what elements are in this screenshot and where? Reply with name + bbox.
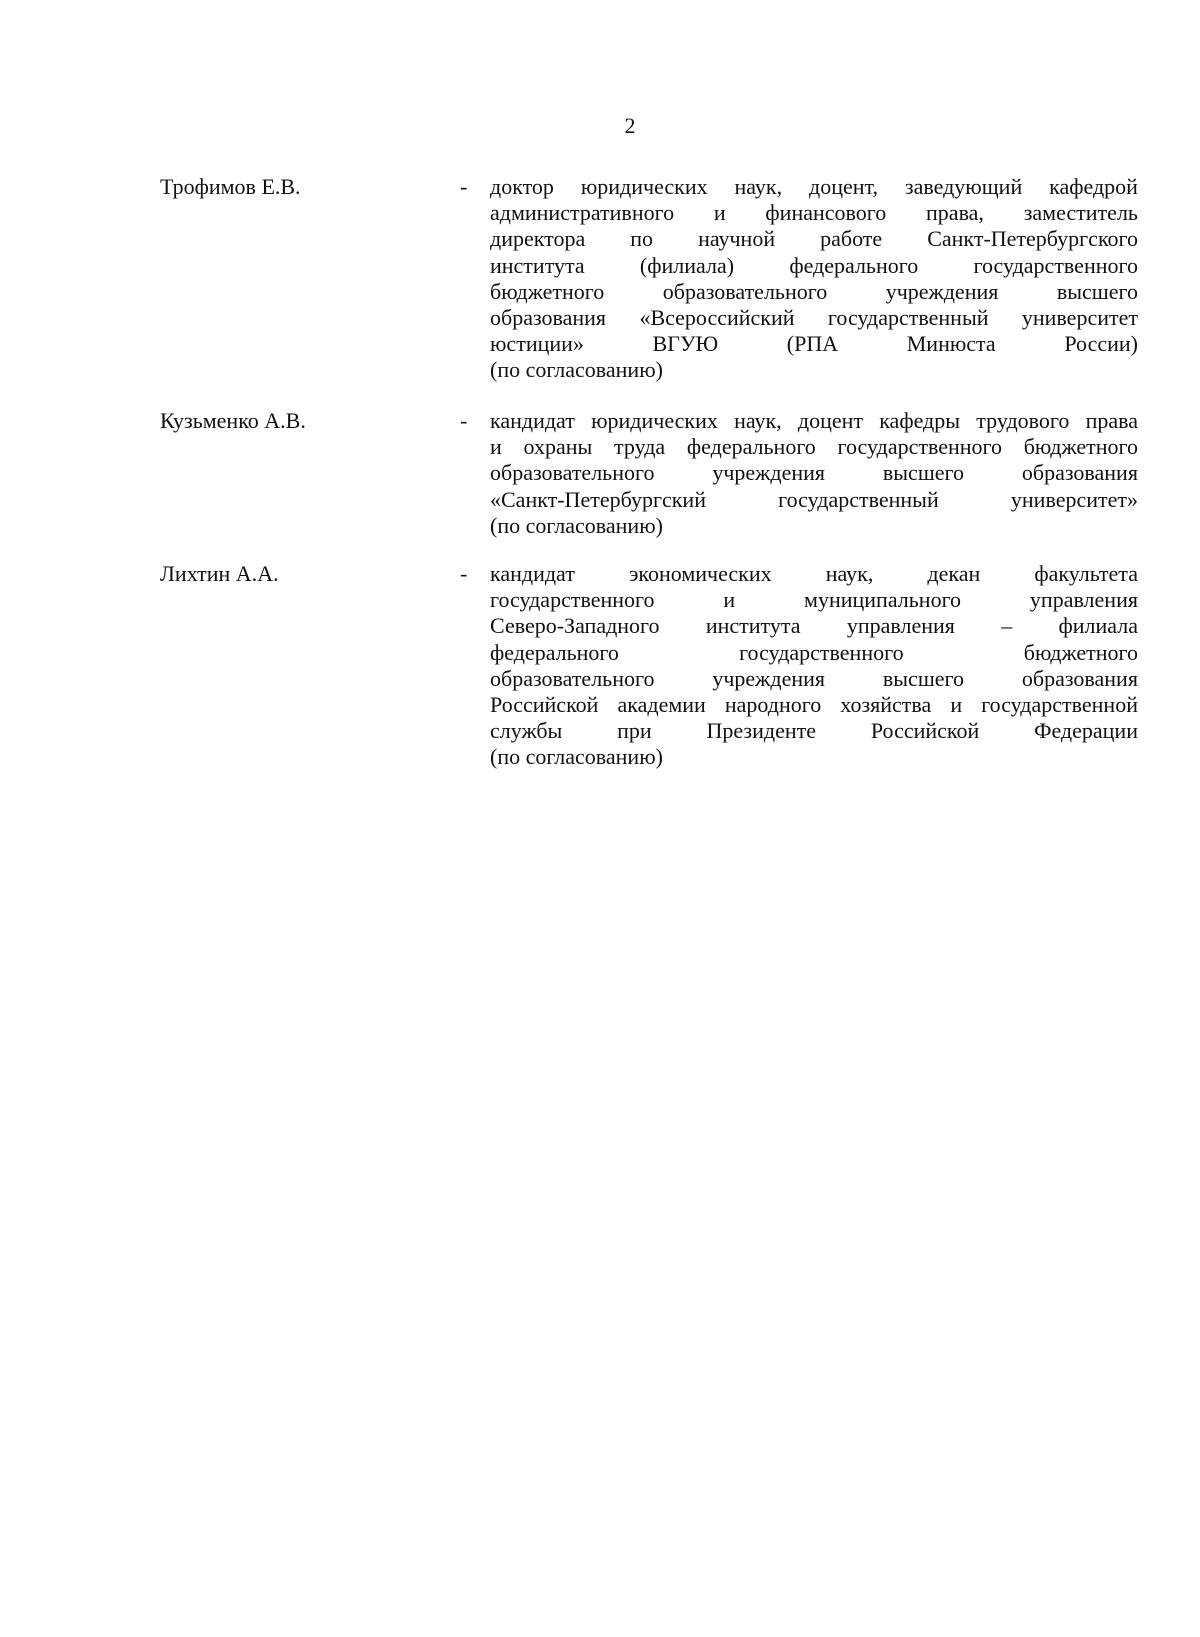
description-line: «Санкт-Петербургский государственный университет» [490, 486, 1138, 512]
description-line: (по согласованию) [490, 357, 663, 383]
description-line: доктор юридических наук, доцент, заведующий кафедрой [490, 174, 1138, 199]
description-line: юстиции» ВГУЮ (РПА Минюста России) [490, 331, 1138, 357]
description-line: и охраны труда федерального государственного бюджетного [490, 434, 1138, 460]
description-line: кандидат экономических наук, декан факультета [490, 561, 1138, 586]
description-line: бюджетного образовательного учреждения высшего [490, 278, 1138, 304]
description-line: образовательного учреждения высшего образования [490, 665, 1138, 691]
member-name: Трофимов Е.В. [160, 174, 301, 199]
member-dash: - [460, 408, 468, 433]
description-line: кандидат юридических наук, доцент кафедры трудового права [490, 408, 1138, 433]
description-line: (по согласованию) [490, 512, 663, 538]
description-line: (по согласованию) [490, 744, 663, 770]
member-name: Лихтин А.А. [160, 561, 279, 586]
description-line: Российской академии народного хозяйства и государственной [490, 691, 1138, 717]
page-number: 2 [624, 113, 636, 138]
description-line: государственного и муниципального управления [490, 587, 1138, 613]
member-description [490, 174, 1138, 384]
description-line: образовательного учреждения высшего образования [490, 460, 1138, 486]
description-line: федерального государственного бюджетного [490, 639, 1138, 665]
member-description [490, 561, 1138, 771]
description-line: административного и финансового права, заместитель [490, 200, 1138, 226]
member-dash: - [460, 174, 468, 199]
description-line: службы при Президенте Российской Федерации [490, 718, 1138, 744]
description-line: Северо-Западного института управления – филиала [490, 613, 1138, 639]
description-line: образования «Всероссийский государственный университет [490, 304, 1138, 330]
member-name: Кузьменко А.В. [160, 408, 306, 433]
description-line: директора по научной работе Санкт-Петербургского [490, 226, 1138, 252]
member-description [490, 408, 1138, 539]
member-dash: - [460, 561, 468, 586]
description-line: института (филиала) федерального государственного [490, 252, 1138, 278]
